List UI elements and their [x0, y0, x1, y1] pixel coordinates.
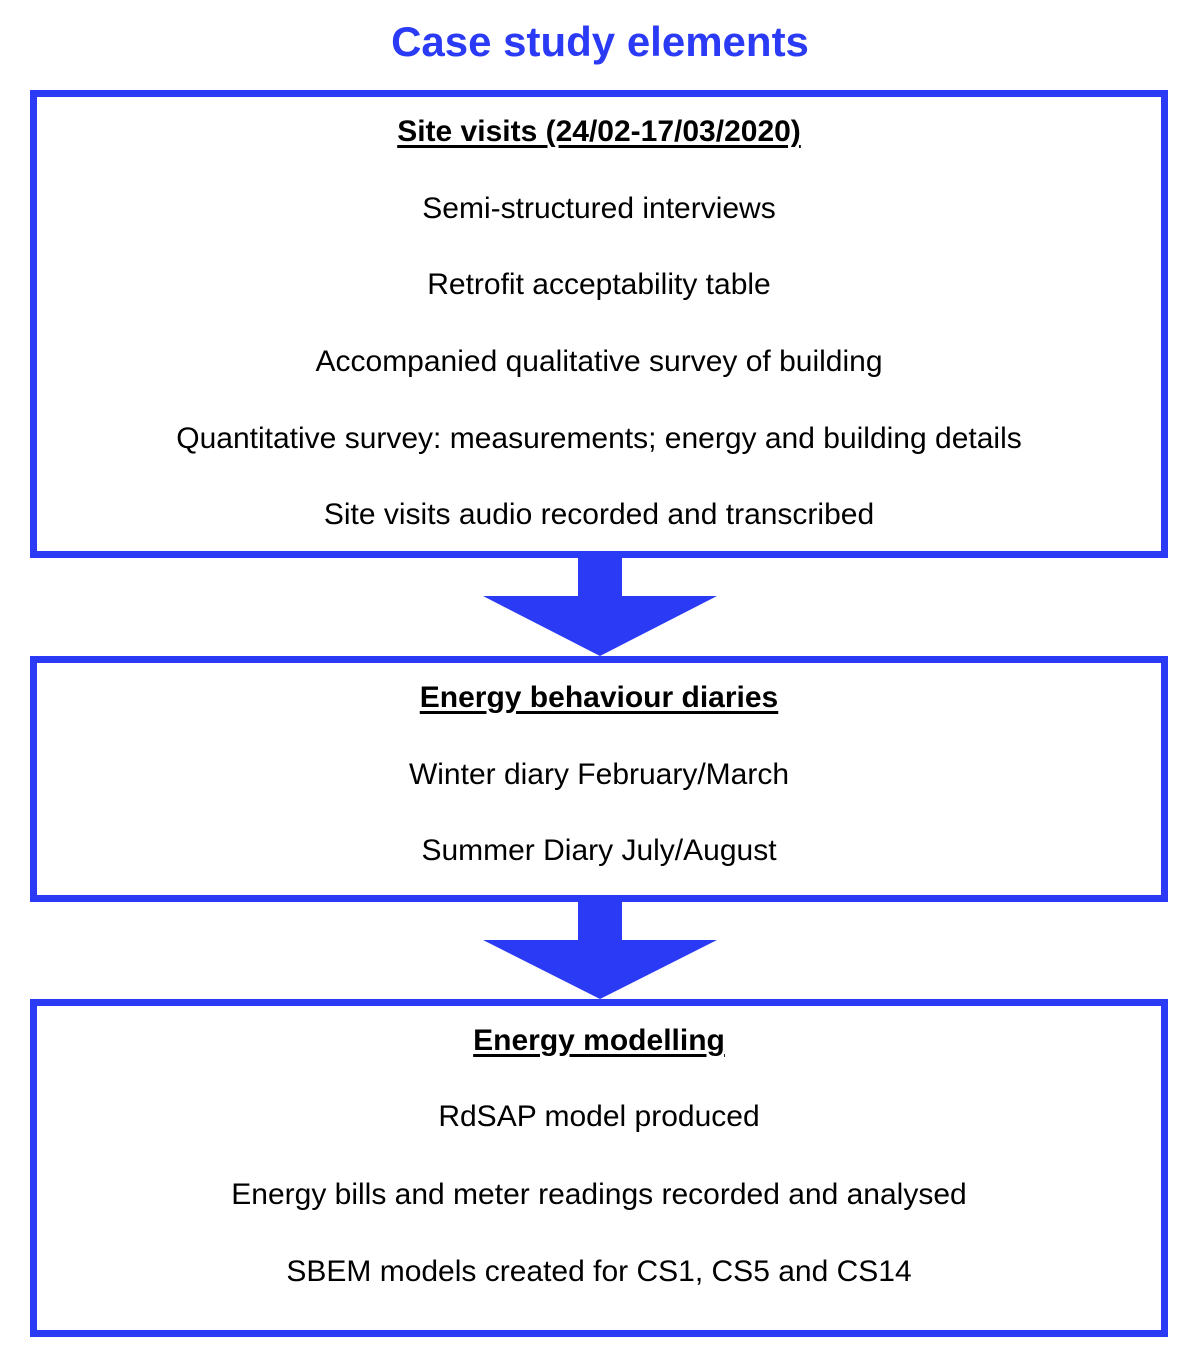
energy-modelling-item: Energy bills and meter readings recorded and analysed — [231, 1178, 967, 1211]
energy-modelling-heading: Energy modelling — [473, 1024, 725, 1057]
site-visits-item: Retrofit acceptability table — [427, 268, 771, 301]
site-visits-item: Semi-structured interviews — [422, 192, 776, 225]
site-visits-item: Quantitative survey: measurements; energy and building details — [176, 422, 1022, 455]
down-arrow-icon — [483, 902, 717, 999]
site-visits-item: Site visits audio recorded and transcribed — [323, 498, 875, 531]
site-visits-item: Accompanied qualitative survey of building — [315, 345, 883, 378]
diagram-title: Case study elements — [391, 18, 809, 65]
energy-diaries-heading: Energy behaviour diaries — [419, 681, 779, 714]
site-visits-box — [30, 90, 1168, 558]
energy-modelling-item: SBEM models created for CS1, CS5 and CS14 — [286, 1255, 912, 1288]
energy-modelling-box — [30, 999, 1168, 1337]
down-arrow-icon — [483, 558, 717, 656]
energy-diaries-box — [30, 656, 1168, 902]
energy-modelling-item: RdSAP model produced — [438, 1100, 760, 1133]
energy-diaries-item: Summer Diary July/August — [421, 834, 777, 867]
energy-diaries-item: Winter diary February/March — [408, 758, 790, 791]
site-visits-heading: Site visits (24/02-17/03/2020) — [397, 115, 801, 148]
